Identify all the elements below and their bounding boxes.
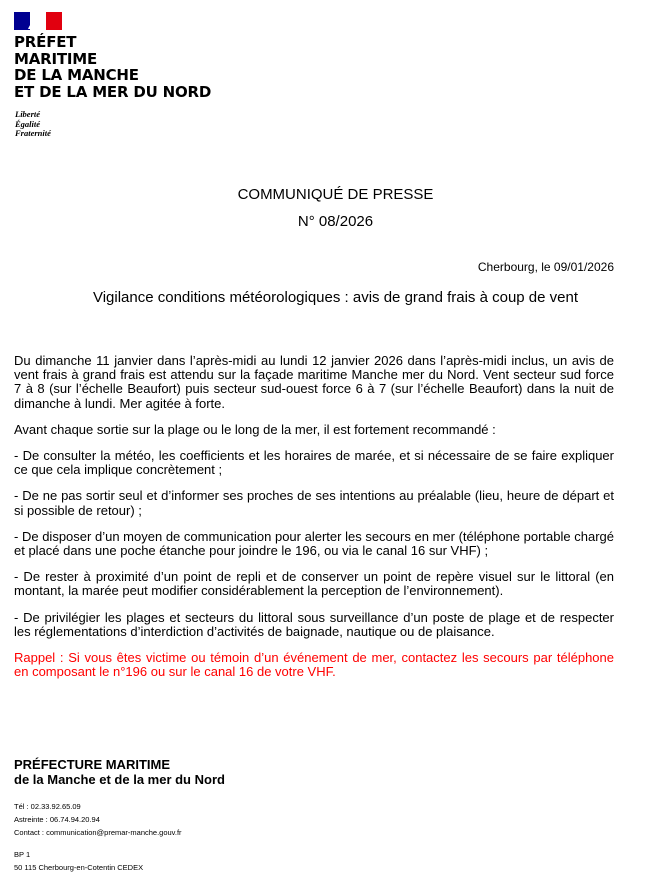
flag-blue-band (14, 12, 30, 30)
marianne-flag-logo (14, 12, 62, 30)
authority-block (14, 34, 211, 100)
tricolor-flag-icon (14, 12, 62, 30)
recommendation-item: - De consulter la météo, les coefficients et les horaires de marée, et si nécessaire de se faire expliquer ce que cela implique concrètement ; (14, 448, 614, 478)
contact-block (14, 800, 182, 839)
rappel-notice: Rappel : Si vous êtes victime ou témoin d’un événement de mer, contactez les secours par téléphone en composant le n°196 ou sur le canal 16 de votre VHF. (14, 650, 614, 680)
motto-liberte: Liberté (15, 109, 41, 119)
recommendation-item: - De rester à proximité d’un point de repli et de conserver un point de repère visuel sur le littoral (en montant, la marée peut modifier considérablement la perception de l’environnement). (14, 569, 614, 599)
press-release-number: N° 08/2026 (297, 213, 374, 230)
recommendation-item: - De disposer d’un moyen de communication pour alerter les secours en mer (téléphone portable chargé et placé dans une poche étanche pour joindre le 196, ou via le canal 16 sur VHF) ; (14, 528, 614, 559)
release-body (14, 354, 614, 691)
phone-number: Tél : 02.33.92.65.09 (14, 802, 81, 811)
location-date: Cherbourg, le 09/01/2026 (477, 260, 614, 274)
authority-line: PRÉFET (14, 33, 77, 51)
press-release-title: COMMUNIQUÉ DE PRESSE (237, 186, 434, 203)
recommendation-item: - De privilégier les plages et secteurs du littoral sous surveillance d’un poste de plage et de respecter les réglementations d’interdiction d’activités de baignade, nautique ou de plaisance. (14, 609, 614, 639)
body-paragraph: Avant chaque sortie sur la plage ou le long de la mer, il est fortement recommandé : (14, 421, 496, 437)
authority-line: DE LA MANCHE (14, 66, 139, 84)
footer-title-line: de la Manche et de la mer du Nord (14, 772, 225, 787)
recommendation-item: - De ne pas sortir seul et d’informer ses proches de ses intentions au préalable (lieu, heure de départ et si possible de retour) ; (14, 488, 614, 518)
postal-city: 50 115 Cherbourg-en-Cotentin CEDEX (14, 863, 144, 872)
subject-heading: Vigilance conditions météorologiques : avis de grand frais à coup de vent (92, 289, 579, 306)
footer-title-line: PRÉFECTURE MARITIME (14, 757, 170, 772)
on-call-number: Astreinte : 06.74.94.20.94 (14, 815, 100, 824)
postal-address (14, 848, 143, 874)
motto-fraternite: Fraternité (15, 128, 51, 139)
footer-title (14, 757, 225, 787)
authority-line: MARITIME (14, 49, 98, 68)
flag-red-band (46, 12, 62, 30)
postal-box: BP 1 (14, 850, 31, 859)
contact-email: Contact : communication@premar-manche.gouv.fr (14, 828, 182, 837)
republic-motto (15, 110, 51, 139)
body-paragraph: Du dimanche 11 janvier dans l’après-midi au lundi 12 janvier 2026 dans l’après-midi inclus, un avis de vent frais à grand frais est attendu sur la façade maritime Manche mer du Nord. Vent secteur sud force 7 à 8 (sur l’échelle Beaufort) puis secteur sud-ouest force 6 à 7 (sur l’échelle Beaufort) dans la nuit de dimanche à lundi. Mer agitée à forte. (14, 353, 614, 411)
authority-line: ET DE LA MER DU NORD (14, 82, 212, 101)
motto-egalite: Égalité (15, 118, 41, 129)
